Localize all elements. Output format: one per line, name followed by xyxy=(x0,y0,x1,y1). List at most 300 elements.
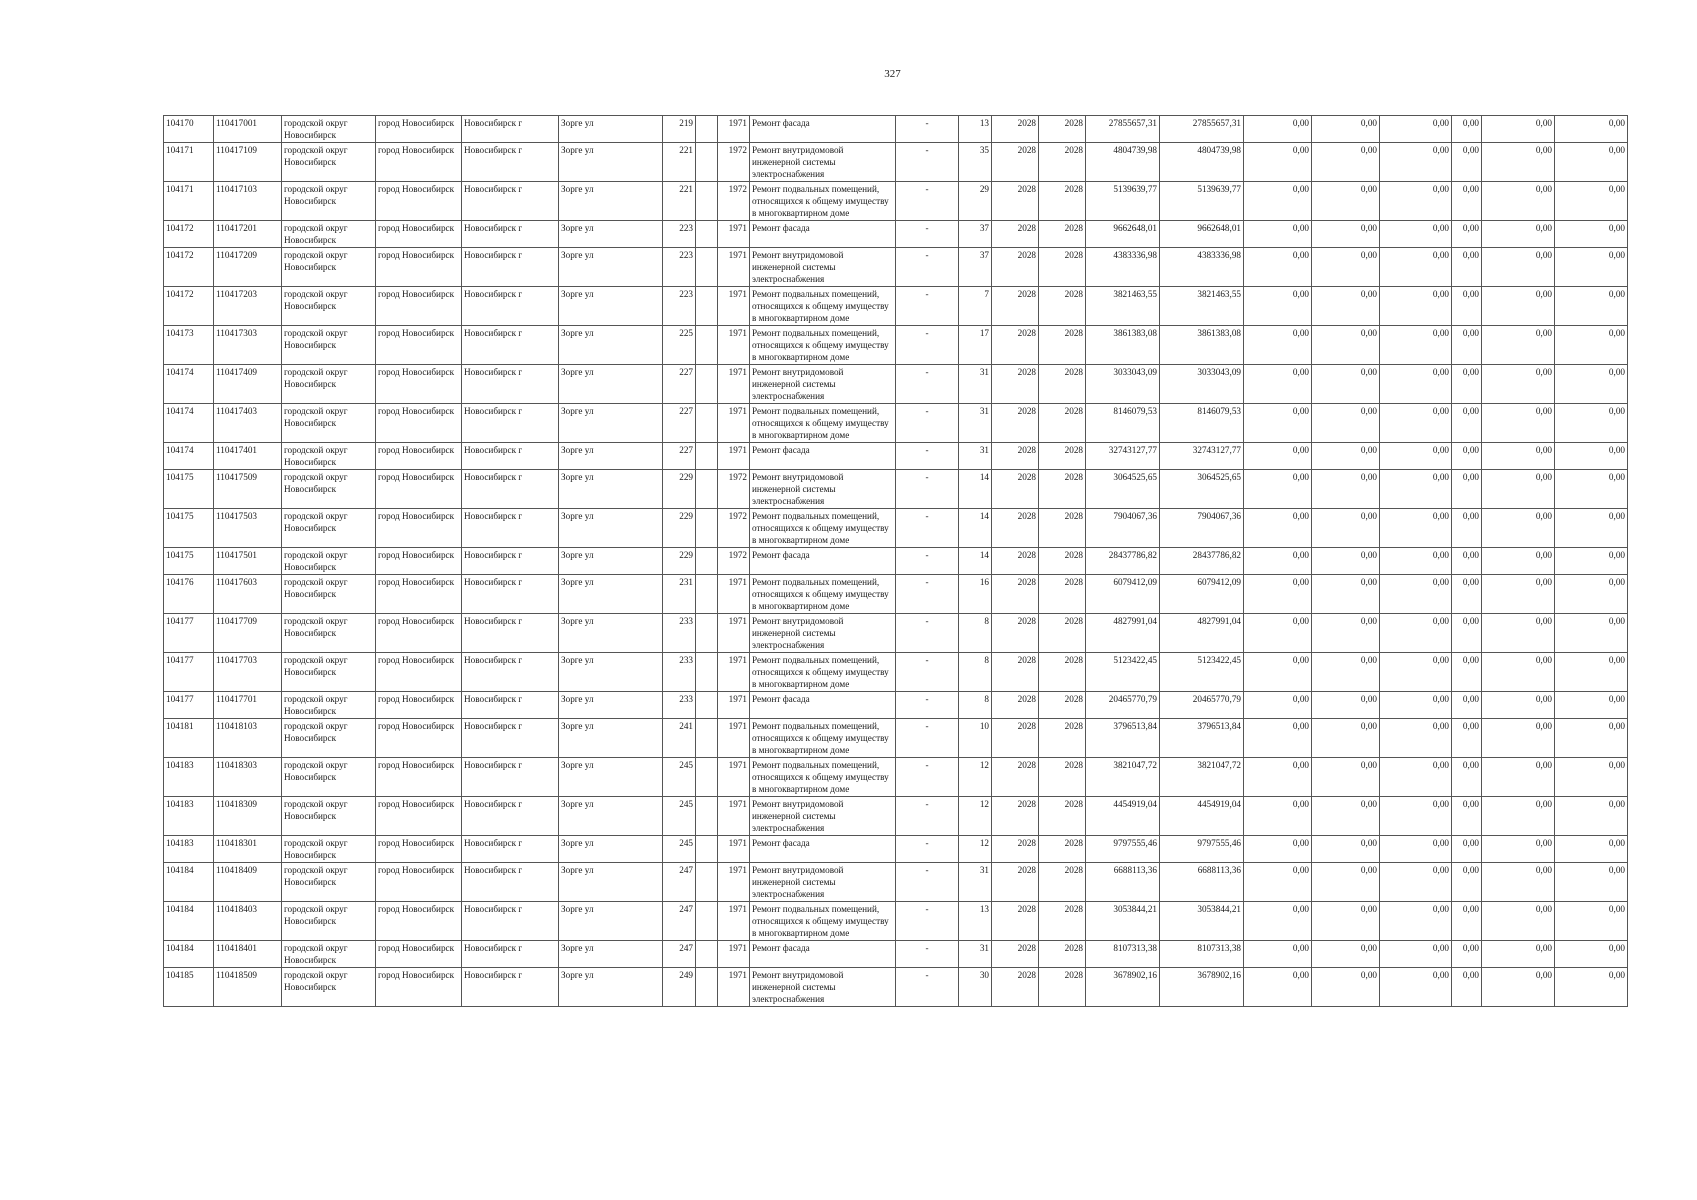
cell-city: город Новосибирск xyxy=(376,692,462,719)
cell-v1: 0,00 xyxy=(1244,404,1312,443)
cell-settlement: Новосибирск г xyxy=(462,287,559,326)
cell-street: Зорге ул xyxy=(559,248,663,287)
cell-street: Зорге ул xyxy=(559,575,663,614)
cell-sum2: 4454919,04 xyxy=(1160,797,1244,836)
cell-y2: 2028 xyxy=(1039,221,1086,248)
cell-work: Ремонт внутридомовой инженерной системы электроснабжения xyxy=(750,365,896,404)
cell-id: 104185 xyxy=(164,968,214,1007)
cell-v4: 0,00 xyxy=(1452,548,1482,575)
cell-v1: 0,00 xyxy=(1244,902,1312,941)
cell-v2: 0,00 xyxy=(1312,968,1380,1007)
cell-work: Ремонт подвальных помещений, относящихся к общему имуществу в многоквартирном доме xyxy=(750,902,896,941)
cell-y1: 2028 xyxy=(992,902,1039,941)
cell-year: 1971 xyxy=(718,797,750,836)
cell-okrug: городской округ Новосибирск xyxy=(282,221,376,248)
cell-code: 110417709 xyxy=(214,614,282,653)
cell-v4: 0,00 xyxy=(1452,575,1482,614)
cell-sum1: 4454919,04 xyxy=(1086,797,1160,836)
cell-v5: 0,00 xyxy=(1482,116,1555,143)
cell-dash: - xyxy=(896,404,959,443)
cell-v4: 0,00 xyxy=(1452,758,1482,797)
cell-corpus xyxy=(696,968,718,1007)
cell-year: 1972 xyxy=(718,182,750,221)
cell-corpus xyxy=(696,116,718,143)
cell-corpus xyxy=(696,143,718,182)
cell-okrug: городской округ Новосибирск xyxy=(282,143,376,182)
cell-id: 104176 xyxy=(164,575,214,614)
cell-n: 12 xyxy=(959,758,992,797)
cell-v6: 0,00 xyxy=(1555,509,1628,548)
cell-year: 1971 xyxy=(718,443,750,470)
cell-code: 110417501 xyxy=(214,548,282,575)
cell-year: 1971 xyxy=(718,326,750,365)
cell-v2: 0,00 xyxy=(1312,548,1380,575)
cell-settlement: Новосибирск г xyxy=(462,404,559,443)
cell-house: 219 xyxy=(663,116,696,143)
cell-id: 104173 xyxy=(164,326,214,365)
cell-settlement: Новосибирск г xyxy=(462,326,559,365)
cell-okrug: городской округ Новосибирск xyxy=(282,248,376,287)
cell-id: 104183 xyxy=(164,797,214,836)
cell-sum2: 20465770,79 xyxy=(1160,692,1244,719)
cell-house: 229 xyxy=(663,509,696,548)
cell-v2: 0,00 xyxy=(1312,719,1380,758)
cell-y1: 2028 xyxy=(992,443,1039,470)
cell-n: 14 xyxy=(959,509,992,548)
cell-settlement: Новосибирск г xyxy=(462,692,559,719)
cell-work: Ремонт внутридомовой инженерной системы электроснабжения xyxy=(750,968,896,1007)
cell-y1: 2028 xyxy=(992,143,1039,182)
cell-code: 110417209 xyxy=(214,248,282,287)
cell-settlement: Новосибирск г xyxy=(462,902,559,941)
cell-v1: 0,00 xyxy=(1244,797,1312,836)
cell-city: город Новосибирск xyxy=(376,902,462,941)
cell-okrug: городской округ Новосибирск xyxy=(282,863,376,902)
cell-v6: 0,00 xyxy=(1555,758,1628,797)
cell-city: город Новосибирск xyxy=(376,968,462,1007)
cell-corpus xyxy=(696,692,718,719)
cell-year: 1971 xyxy=(718,365,750,404)
cell-v5: 0,00 xyxy=(1482,326,1555,365)
cell-v6: 0,00 xyxy=(1555,941,1628,968)
cell-sum2: 3796513,84 xyxy=(1160,719,1244,758)
cell-v1: 0,00 xyxy=(1244,614,1312,653)
cell-v3: 0,00 xyxy=(1380,143,1452,182)
cell-y2: 2028 xyxy=(1039,836,1086,863)
table-row xyxy=(164,719,1628,758)
cell-okrug: городской округ Новосибирск xyxy=(282,326,376,365)
cell-y1: 2028 xyxy=(992,653,1039,692)
cell-y1: 2028 xyxy=(992,326,1039,365)
cell-city: город Новосибирск xyxy=(376,221,462,248)
cell-v6: 0,00 xyxy=(1555,719,1628,758)
cell-dash: - xyxy=(896,836,959,863)
cell-settlement: Новосибирск г xyxy=(462,941,559,968)
cell-year: 1971 xyxy=(718,248,750,287)
cell-y1: 2028 xyxy=(992,692,1039,719)
cell-corpus xyxy=(696,863,718,902)
cell-house: 223 xyxy=(663,287,696,326)
cell-id: 104175 xyxy=(164,470,214,509)
cell-y1: 2028 xyxy=(992,575,1039,614)
cell-n: 31 xyxy=(959,365,992,404)
cell-year: 1971 xyxy=(718,221,750,248)
cell-work: Ремонт внутридомовой инженерной системы электроснабжения xyxy=(750,614,896,653)
cell-id: 104181 xyxy=(164,719,214,758)
cell-v3: 0,00 xyxy=(1380,365,1452,404)
cell-corpus xyxy=(696,287,718,326)
cell-v5: 0,00 xyxy=(1482,614,1555,653)
cell-sum1: 3678902,16 xyxy=(1086,968,1160,1007)
cell-v4: 0,00 xyxy=(1452,836,1482,863)
cell-corpus xyxy=(696,509,718,548)
cell-v3: 0,00 xyxy=(1380,287,1452,326)
cell-n: 31 xyxy=(959,443,992,470)
cell-v2: 0,00 xyxy=(1312,863,1380,902)
cell-v4: 0,00 xyxy=(1452,509,1482,548)
cell-house: 245 xyxy=(663,797,696,836)
cell-v4: 0,00 xyxy=(1452,248,1482,287)
cell-dash: - xyxy=(896,548,959,575)
cell-v4: 0,00 xyxy=(1452,902,1482,941)
cell-v1: 0,00 xyxy=(1244,365,1312,404)
cell-sum2: 9797555,46 xyxy=(1160,836,1244,863)
cell-v2: 0,00 xyxy=(1312,221,1380,248)
cell-city: город Новосибирск xyxy=(376,443,462,470)
table-row xyxy=(164,443,1628,470)
cell-work: Ремонт внутридомовой инженерной системы электроснабжения xyxy=(750,470,896,509)
cell-work: Ремонт подвальных помещений, относящихся к общему имуществу в многоквартирном доме xyxy=(750,404,896,443)
cell-work: Ремонт подвальных помещений, относящихся к общему имуществу в многоквартирном доме xyxy=(750,758,896,797)
cell-y2: 2028 xyxy=(1039,404,1086,443)
cell-sum1: 3796513,84 xyxy=(1086,719,1160,758)
cell-okrug: городской округ Новосибирск xyxy=(282,116,376,143)
cell-sum2: 27855657,31 xyxy=(1160,116,1244,143)
cell-sum1: 9797555,46 xyxy=(1086,836,1160,863)
cell-code: 110417703 xyxy=(214,653,282,692)
cell-v1: 0,00 xyxy=(1244,509,1312,548)
cell-v1: 0,00 xyxy=(1244,575,1312,614)
cell-y1: 2028 xyxy=(992,863,1039,902)
cell-y2: 2028 xyxy=(1039,968,1086,1007)
cell-corpus xyxy=(696,941,718,968)
cell-dash: - xyxy=(896,692,959,719)
table-row xyxy=(164,797,1628,836)
cell-id: 104174 xyxy=(164,404,214,443)
cell-y2: 2028 xyxy=(1039,143,1086,182)
cell-y1: 2028 xyxy=(992,221,1039,248)
cell-y1: 2028 xyxy=(992,509,1039,548)
cell-v3: 0,00 xyxy=(1380,575,1452,614)
cell-id: 104184 xyxy=(164,902,214,941)
cell-code: 110418303 xyxy=(214,758,282,797)
cell-dash: - xyxy=(896,863,959,902)
cell-house: 227 xyxy=(663,365,696,404)
cell-v2: 0,00 xyxy=(1312,143,1380,182)
cell-dash: - xyxy=(896,509,959,548)
cell-n: 8 xyxy=(959,614,992,653)
cell-year: 1971 xyxy=(718,116,750,143)
cell-v6: 0,00 xyxy=(1555,863,1628,902)
cell-street: Зорге ул xyxy=(559,941,663,968)
cell-work: Ремонт внутридомовой инженерной системы электроснабжения xyxy=(750,143,896,182)
cell-y2: 2028 xyxy=(1039,287,1086,326)
cell-okrug: городской округ Новосибирск xyxy=(282,836,376,863)
cell-okrug: городской округ Новосибирск xyxy=(282,548,376,575)
cell-v2: 0,00 xyxy=(1312,902,1380,941)
cell-v1: 0,00 xyxy=(1244,863,1312,902)
cell-v2: 0,00 xyxy=(1312,287,1380,326)
cell-v4: 0,00 xyxy=(1452,326,1482,365)
cell-y2: 2028 xyxy=(1039,863,1086,902)
cell-settlement: Новосибирск г xyxy=(462,653,559,692)
cell-year: 1971 xyxy=(718,863,750,902)
cell-work: Ремонт фасада xyxy=(750,941,896,968)
cell-sum2: 6688113,36 xyxy=(1160,863,1244,902)
cell-v5: 0,00 xyxy=(1482,653,1555,692)
table-row xyxy=(164,968,1628,1007)
cell-v1: 0,00 xyxy=(1244,326,1312,365)
cell-okrug: городской округ Новосибирск xyxy=(282,902,376,941)
cell-okrug: городской округ Новосибирск xyxy=(282,797,376,836)
cell-v3: 0,00 xyxy=(1380,797,1452,836)
cell-code: 110417403 xyxy=(214,404,282,443)
cell-v5: 0,00 xyxy=(1482,836,1555,863)
cell-settlement: Новосибирск г xyxy=(462,797,559,836)
cell-sum1: 8107313,38 xyxy=(1086,941,1160,968)
cell-okrug: городской округ Новосибирск xyxy=(282,443,376,470)
cell-v1: 0,00 xyxy=(1244,443,1312,470)
cell-city: город Новосибирск xyxy=(376,836,462,863)
cell-sum1: 32743127,77 xyxy=(1086,443,1160,470)
cell-dash: - xyxy=(896,287,959,326)
cell-v3: 0,00 xyxy=(1380,443,1452,470)
cell-y1: 2028 xyxy=(992,404,1039,443)
table-row xyxy=(164,941,1628,968)
cell-sum2: 3053844,21 xyxy=(1160,902,1244,941)
cell-corpus xyxy=(696,758,718,797)
cell-y1: 2028 xyxy=(992,182,1039,221)
cell-house: 233 xyxy=(663,614,696,653)
cell-v5: 0,00 xyxy=(1482,863,1555,902)
table-row xyxy=(164,614,1628,653)
cell-work: Ремонт внутридомовой инженерной системы электроснабжения xyxy=(750,248,896,287)
cell-street: Зорге ул xyxy=(559,182,663,221)
cell-n: 8 xyxy=(959,653,992,692)
cell-dash: - xyxy=(896,143,959,182)
cell-work: Ремонт подвальных помещений, относящихся к общему имуществу в многоквартирном доме xyxy=(750,509,896,548)
cell-sum2: 4383336,98 xyxy=(1160,248,1244,287)
page-number: 327 xyxy=(884,68,901,80)
cell-v5: 0,00 xyxy=(1482,182,1555,221)
cell-v2: 0,00 xyxy=(1312,470,1380,509)
cell-v6: 0,00 xyxy=(1555,443,1628,470)
cell-v1: 0,00 xyxy=(1244,653,1312,692)
cell-year: 1972 xyxy=(718,548,750,575)
registry-table xyxy=(163,115,1628,1007)
cell-n: 17 xyxy=(959,326,992,365)
cell-dash: - xyxy=(896,575,959,614)
cell-house: 245 xyxy=(663,836,696,863)
cell-city: город Новосибирск xyxy=(376,653,462,692)
cell-house: 221 xyxy=(663,182,696,221)
cell-v2: 0,00 xyxy=(1312,797,1380,836)
cell-v1: 0,00 xyxy=(1244,548,1312,575)
cell-work: Ремонт фасада xyxy=(750,692,896,719)
cell-house: 223 xyxy=(663,221,696,248)
cell-sum2: 32743127,77 xyxy=(1160,443,1244,470)
cell-n: 30 xyxy=(959,968,992,1007)
cell-y2: 2028 xyxy=(1039,614,1086,653)
cell-v3: 0,00 xyxy=(1380,182,1452,221)
cell-code: 110418401 xyxy=(214,941,282,968)
cell-street: Зорге ул xyxy=(559,143,663,182)
cell-v2: 0,00 xyxy=(1312,941,1380,968)
cell-sum1: 4383336,98 xyxy=(1086,248,1160,287)
cell-code: 110417509 xyxy=(214,470,282,509)
cell-y2: 2028 xyxy=(1039,443,1086,470)
cell-n: 12 xyxy=(959,836,992,863)
cell-city: город Новосибирск xyxy=(376,143,462,182)
cell-work: Ремонт подвальных помещений, относящихся к общему имуществу в многоквартирном доме xyxy=(750,719,896,758)
cell-settlement: Новосибирск г xyxy=(462,758,559,797)
table-row xyxy=(164,902,1628,941)
table-row xyxy=(164,116,1628,143)
cell-corpus xyxy=(696,470,718,509)
cell-sum2: 8146079,53 xyxy=(1160,404,1244,443)
cell-id: 104183 xyxy=(164,836,214,863)
table-row xyxy=(164,404,1628,443)
cell-corpus xyxy=(696,614,718,653)
cell-year: 1971 xyxy=(718,968,750,1007)
cell-okrug: городской округ Новосибирск xyxy=(282,758,376,797)
cell-n: 16 xyxy=(959,575,992,614)
cell-city: город Новосибирск xyxy=(376,509,462,548)
cell-corpus xyxy=(696,182,718,221)
cell-sum2: 6079412,09 xyxy=(1160,575,1244,614)
cell-n: 37 xyxy=(959,248,992,287)
cell-sum1: 8146079,53 xyxy=(1086,404,1160,443)
cell-house: 227 xyxy=(663,443,696,470)
cell-v5: 0,00 xyxy=(1482,221,1555,248)
table-row xyxy=(164,692,1628,719)
table-row xyxy=(164,758,1628,797)
cell-code: 110418103 xyxy=(214,719,282,758)
cell-sum1: 6079412,09 xyxy=(1086,575,1160,614)
cell-y2: 2028 xyxy=(1039,365,1086,404)
cell-id: 104175 xyxy=(164,509,214,548)
cell-street: Зорге ул xyxy=(559,863,663,902)
cell-code: 110418403 xyxy=(214,902,282,941)
cell-work: Ремонт внутридомовой инженерной системы электроснабжения xyxy=(750,797,896,836)
cell-sum2: 3678902,16 xyxy=(1160,968,1244,1007)
cell-year: 1972 xyxy=(718,509,750,548)
cell-y2: 2028 xyxy=(1039,902,1086,941)
cell-n: 37 xyxy=(959,221,992,248)
cell-settlement: Новосибирск г xyxy=(462,548,559,575)
cell-street: Зорге ул xyxy=(559,443,663,470)
cell-v2: 0,00 xyxy=(1312,248,1380,287)
cell-v4: 0,00 xyxy=(1452,941,1482,968)
cell-v3: 0,00 xyxy=(1380,863,1452,902)
cell-v3: 0,00 xyxy=(1380,404,1452,443)
cell-v1: 0,00 xyxy=(1244,836,1312,863)
cell-sum2: 3033043,09 xyxy=(1160,365,1244,404)
cell-dash: - xyxy=(896,719,959,758)
cell-sum2: 3861383,08 xyxy=(1160,326,1244,365)
cell-okrug: городской округ Новосибирск xyxy=(282,941,376,968)
cell-corpus xyxy=(696,221,718,248)
cell-y1: 2028 xyxy=(992,968,1039,1007)
cell-house: 225 xyxy=(663,326,696,365)
cell-dash: - xyxy=(896,614,959,653)
cell-y2: 2028 xyxy=(1039,758,1086,797)
cell-city: город Новосибирск xyxy=(376,248,462,287)
table-row xyxy=(164,653,1628,692)
cell-y2: 2028 xyxy=(1039,509,1086,548)
cell-v4: 0,00 xyxy=(1452,614,1482,653)
cell-y1: 2028 xyxy=(992,365,1039,404)
cell-v6: 0,00 xyxy=(1555,902,1628,941)
cell-n: 14 xyxy=(959,548,992,575)
cell-sum2: 3064525,65 xyxy=(1160,470,1244,509)
cell-code: 110417203 xyxy=(214,287,282,326)
cell-y2: 2028 xyxy=(1039,470,1086,509)
cell-v6: 0,00 xyxy=(1555,326,1628,365)
cell-y1: 2028 xyxy=(992,287,1039,326)
cell-corpus xyxy=(696,443,718,470)
cell-y1: 2028 xyxy=(992,836,1039,863)
cell-v4: 0,00 xyxy=(1452,221,1482,248)
cell-v1: 0,00 xyxy=(1244,941,1312,968)
cell-v3: 0,00 xyxy=(1380,968,1452,1007)
cell-v4: 0,00 xyxy=(1452,404,1482,443)
cell-corpus xyxy=(696,902,718,941)
cell-settlement: Новосибирск г xyxy=(462,575,559,614)
cell-v5: 0,00 xyxy=(1482,470,1555,509)
cell-code: 110417103 xyxy=(214,182,282,221)
cell-v5: 0,00 xyxy=(1482,575,1555,614)
cell-v4: 0,00 xyxy=(1452,143,1482,182)
cell-code: 110418509 xyxy=(214,968,282,1007)
cell-v2: 0,00 xyxy=(1312,614,1380,653)
cell-n: 10 xyxy=(959,719,992,758)
cell-id: 104172 xyxy=(164,287,214,326)
cell-code: 110417401 xyxy=(214,443,282,470)
cell-sum2: 28437786,82 xyxy=(1160,548,1244,575)
cell-street: Зорге ул xyxy=(559,902,663,941)
cell-v5: 0,00 xyxy=(1482,758,1555,797)
cell-okrug: городской округ Новосибирск xyxy=(282,182,376,221)
cell-v1: 0,00 xyxy=(1244,968,1312,1007)
cell-n: 31 xyxy=(959,404,992,443)
cell-year: 1971 xyxy=(718,614,750,653)
cell-year: 1971 xyxy=(718,941,750,968)
cell-sum2: 3821047,72 xyxy=(1160,758,1244,797)
cell-v5: 0,00 xyxy=(1482,902,1555,941)
cell-v1: 0,00 xyxy=(1244,248,1312,287)
cell-sum1: 5123422,45 xyxy=(1086,653,1160,692)
cell-sum1: 3053844,21 xyxy=(1086,902,1160,941)
cell-street: Зорге ул xyxy=(559,470,663,509)
cell-id: 104171 xyxy=(164,182,214,221)
cell-street: Зорге ул xyxy=(559,797,663,836)
cell-v4: 0,00 xyxy=(1452,443,1482,470)
cell-dash: - xyxy=(896,653,959,692)
cell-code: 110417409 xyxy=(214,365,282,404)
cell-y1: 2028 xyxy=(992,719,1039,758)
cell-street: Зорге ул xyxy=(559,692,663,719)
